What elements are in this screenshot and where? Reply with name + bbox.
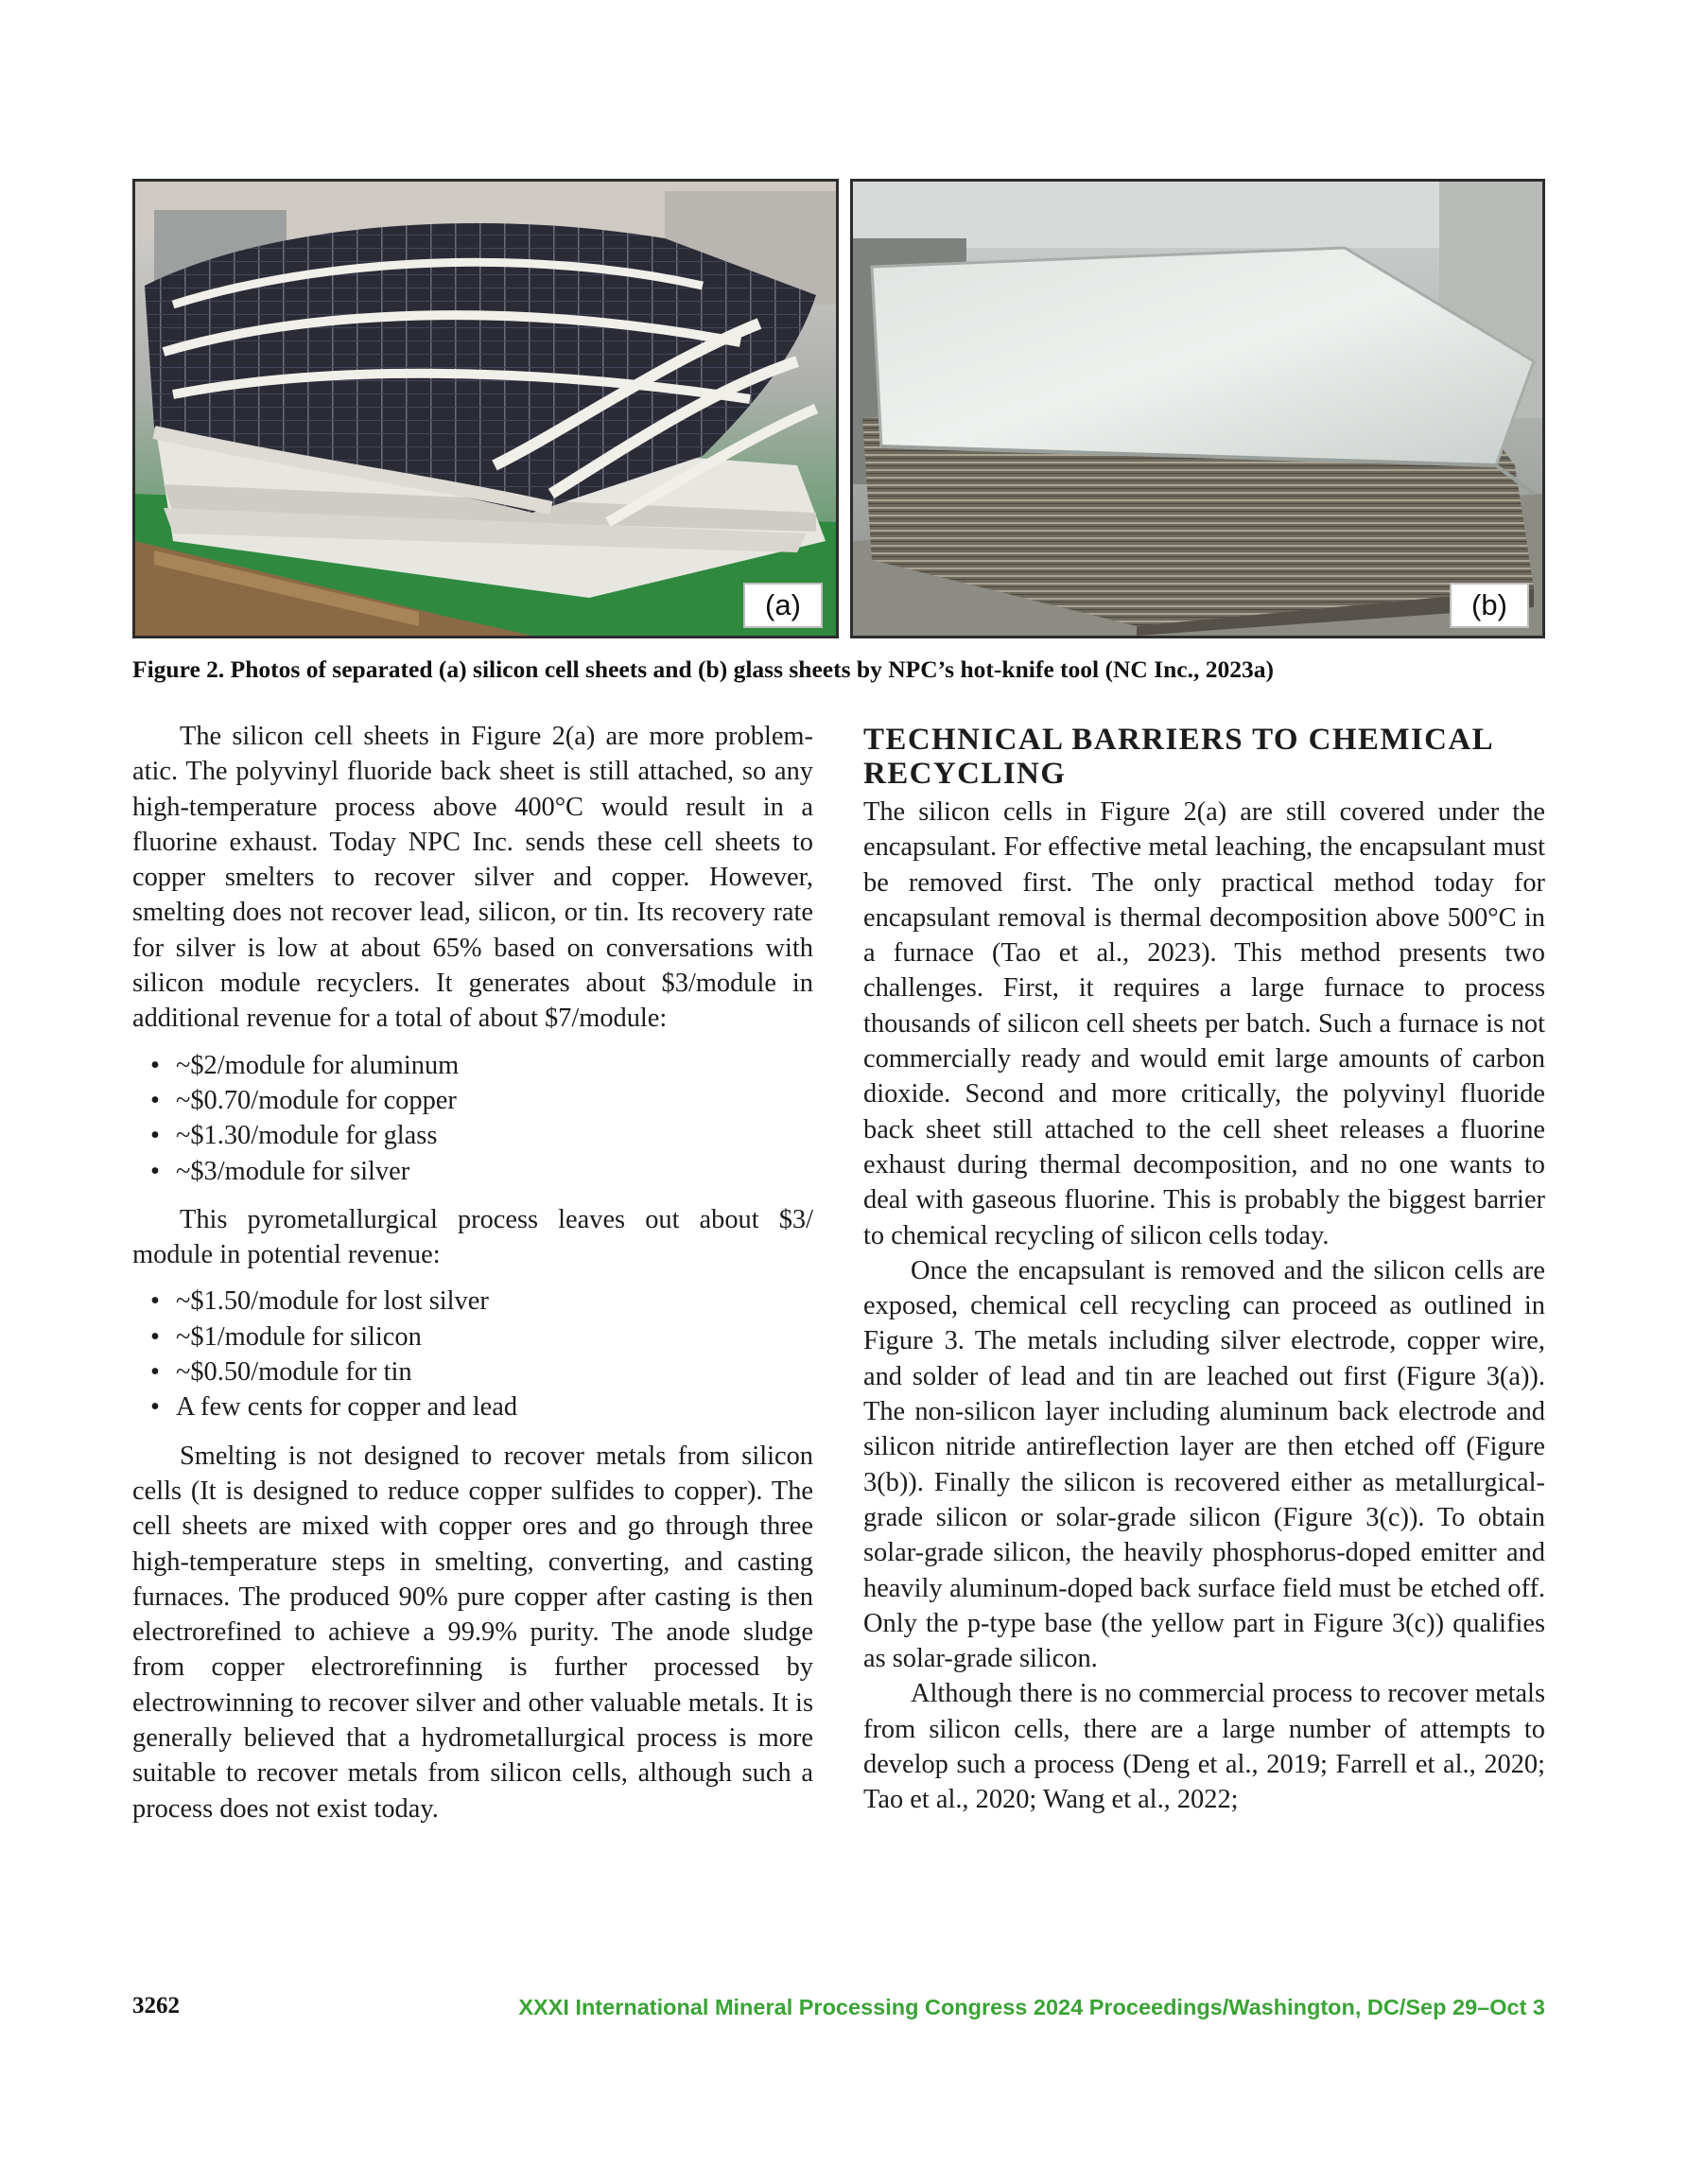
paragraph: Smelting is not designed to recover metals from silicon cells (It is designed to reduce copper sulfides to copper). The cell sheets are mixed with copper ores and go through three high-temperature steps in smelting, converting, and casting furnaces. The produced 90% pure copper after casting is then electrorefined to achieve a 99.9% purity. The anode sludge from copper electrorefinning is further processed by electrowinning to recover silver and other valuable metals. It is generally believed that a hydrometallurgical process is more suitable to recover metals from silicon cells, although such a process does not exist today. — [132, 1441, 813, 1824]
paragraph: This pyrometallurgical process leaves out about $3/ module in potential revenue: — [132, 1204, 813, 1270]
panel-b-label: (b) — [1450, 583, 1529, 628]
page-footer — [132, 1993, 1545, 2027]
figure-2 — [132, 179, 1545, 685]
list-item: • ~$3/module for silver — [176, 1154, 813, 1189]
glass-sheets-image — [853, 182, 1542, 636]
section-heading: TECHNICAL BARRIERS TO CHEMICAL RECYCLING — [863, 723, 1493, 791]
list-item: • ~$0.50/module for tin — [176, 1354, 813, 1389]
paragraph: The silicon cells in Figure 2(a) are still covered under the encapsulant. For effective metal leaching, the encapsulant must be removed first. The only practical method today for encapsulant removal is thermal decomposition above 500°C in a furnace (Tao et al., 2023). This method presents two challenges. First, it requires a large furnace to process thousands of silicon cell sheets per batch. Such a furnace is not commercially ready and would emit large amounts of carbon dioxide. Second and more critically, the polyvinyl fluoride back sheet still attached to the cell sheet releases a fluorine exhaust during thermal decomposition, and no one wants to deal with gaseous fluorine. This is probably the biggest barrier to chemical recycling of silicon cells today. — [863, 797, 1545, 1250]
page-number: 3262 — [132, 1993, 180, 2018]
figure-photos — [132, 179, 1545, 638]
list-item: • ~$1.30/module for glass — [176, 1118, 813, 1153]
paragraph: Once the encapsulant is removed and the silicon cells are exposed, chemical cell recycling can proceed as outlined in Figure 3. The metals including silver electrode, copper wire, and solder of lead and tin are leached out first (Figure 3(a)). The non-silicon layer including aluminum back electrode and silicon nitride antireflection layer are then etched off (Figure 3(b)). Finally the silicon is recovered either as metallurgical-grade silicon or solar-grade silicon (Figure 3(c)). To obtain solar-grade silicon, the heavily phosphorus-doped emitter and heavily aluminum-doped back surface field must be etched off. Only the p-type base (the yellow part in Figure 3(c)) qualifies as solar-grade silicon. — [863, 1255, 1545, 1674]
list-item: • ~$2/module for aluminum — [176, 1048, 813, 1083]
figure-caption: Figure 2. Photos of separated (a) silicon cell sheets and (b) glass sheets by NPC’s hot-knife tool (NC Inc., 2023a) — [132, 655, 1274, 683]
running-footer: XXXI International Mineral Processing Congress 2024 Proceedings/Washington, DC/Sep 29–Oct 3 — [518, 1995, 1545, 2019]
left-column — [132, 719, 813, 1826]
list-item: • A few cents for copper and lead — [176, 1389, 813, 1424]
silicon-cell-sheets-image — [135, 182, 836, 636]
list-item: • ~$1.50/module for lost silver — [176, 1284, 813, 1319]
revenue-list — [132, 1048, 813, 1189]
photo-glass-sheets — [850, 179, 1545, 638]
photo-silicon-cell-sheets — [132, 179, 839, 638]
lost-revenue-list — [132, 1284, 813, 1424]
right-column — [863, 723, 1545, 1818]
paragraph: Although there is no commercial process to recover metals from silicon cells, there are a large number of attempts to develop such a process (Deng et al., 2019; Farrell et al., 2020; Tao et al., 2020; Wang et al., 2022; — [863, 1679, 1545, 1815]
paragraph: The silicon cell sheets in Figure 2(a) are more problematic. The polyvinyl fluoride back sheet is still attached, so any high-temperature process above 400°C would result in a fluorine exhaust. Today NPC Inc. sends these cell sheets to copper smelters to recover silver and copper. However, smelting does not recover lead, silicon, or tin. Its recovery rate for silver is low at about 65% based on conversations with silicon module recyclers. It generates about $3/module in additional revenue for a total of about $7/module: — [132, 722, 813, 1034]
list-item: • ~$0.70/module for copper — [176, 1083, 813, 1118]
panel-a-label: (a) — [743, 583, 823, 628]
list-item: • ~$1/module for silicon — [176, 1319, 813, 1354]
